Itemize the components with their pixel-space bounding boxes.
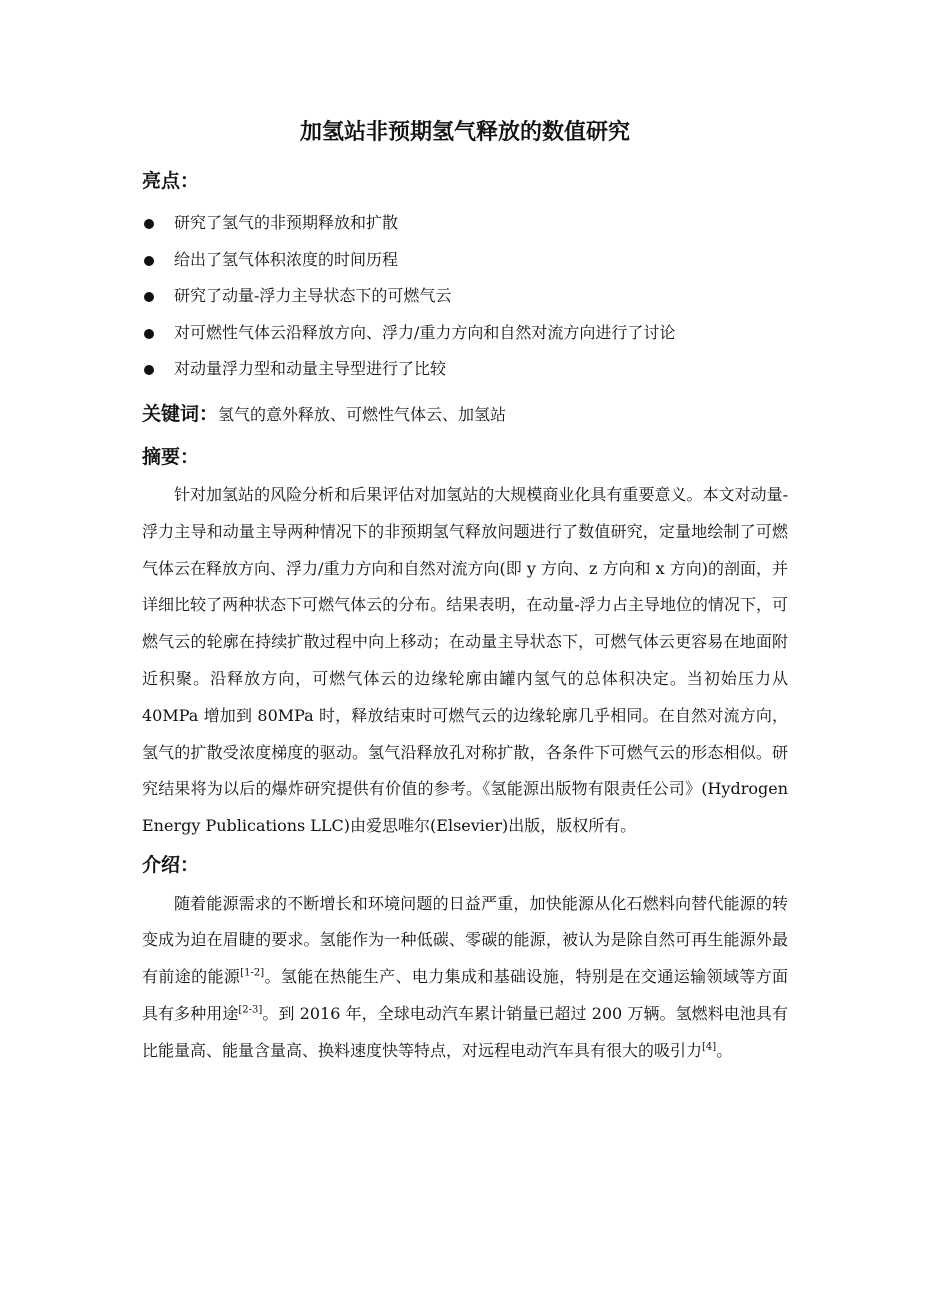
introduction-heading: 介绍： <box>142 854 200 877</box>
intro-text-part: 。氢能在热能生产、电力集成和基础设施，特别是在交通运输领域等方面具有多种用途 <box>142 967 788 1023</box>
keywords-value: 氢气的意外释放、可燃性气体云、加氢站 <box>218 404 507 424</box>
highlight-text: 研究了氢气的非预期释放和扩散 <box>174 213 399 233</box>
highlight-text: 对动量浮力型和动量主导型进行了比较 <box>174 359 447 379</box>
citation: [4] <box>702 1041 717 1053</box>
highlight-text: 给出了氢气体积浓度的时间历程 <box>174 249 399 269</box>
paper-page <box>142 118 788 1076</box>
citation: [1-2] <box>240 967 265 979</box>
abstract-text: 针对加氢站的风险分析和后果评估对加氢站的大规模商业化具有重要意义。本文对动量-浮力主导和动量主导两种情况下的非预期氢气释放问题进行了数值研究，定量地绘制了可燃气体云在释放方向、浮力/重力方向和自然对流方向(即 y 方向、z 方向和 x 方向)的剖面，并详细比较了两种状态下可燃气体云的分布。结果表明，在动量-浮力占主导地位的情况下，可燃气云的轮廓在持续扩散过程中向上移动；在动量主导状态下，可燃气体云更容易在地面附近积聚。沿释放方向，可燃气体云的边缘轮廓由罐内氢气的总体积决定。当初始压力从 40MPa 增加到 80MPa 时，释放结束时可燃气云的边缘轮廓几乎相同。在自然对流方向，氢气的扩散受浓度梯度的驱动。氢气沿释放孔对称扩散，各条件下可燃气云的形态相似。研究结果将为以后的爆炸研究提供有价值的参考。《氢能源出版物有限责任公司》(Hydrogen Energy Publications LLC)由爱思唯尔(Elsevier)出版，版权所有。 <box>142 485 788 836</box>
highlight-item <box>142 315 788 352</box>
highlights-list <box>142 205 788 388</box>
highlight-text: 研究了动量-浮力主导状态下的可燃气云 <box>174 286 452 306</box>
bullet-dot-icon <box>144 219 154 229</box>
intro-text-part: 随着能源需求的不断增长和环境问题的日益严重，加快能源从化石燃料向替代能源的转变成为迫在眉睫的要求。氢能作为一种低碳、零碳的能源，被认为是除自然可再生能源外最有前途的能源 <box>142 893 788 987</box>
intro-text-part: 。 <box>716 1040 733 1060</box>
highlights-heading: 亮点： <box>142 169 200 192</box>
bullet-dot-icon <box>144 329 154 339</box>
highlight-text: 对可燃性气体云沿释放方向、浮力/重力方向和自然对流方向进行了讨论 <box>174 322 676 342</box>
bullet-dot-icon <box>144 256 154 266</box>
introduction-text <box>142 886 788 1070</box>
intro-text-part: 。到 2016 年，全球电动汽车累计销量已超过 200 万辆。氢燃料电池具有比能量高、能量含量高、换料速度快等特点，对远程电动汽车具有很大的吸引力 <box>142 1003 788 1060</box>
paper-title: 加氢站非预期氢气释放的数值研究 <box>299 119 630 145</box>
abstract-heading: 摘要： <box>142 445 200 468</box>
keywords-label: 关键词： <box>142 402 219 425</box>
bullet-dot-icon <box>144 292 154 302</box>
highlight-item <box>142 351 788 388</box>
citation: [2-3] <box>238 1004 263 1016</box>
highlight-item <box>142 205 788 242</box>
highlight-item <box>142 242 788 279</box>
highlight-item <box>142 278 788 315</box>
keywords <box>142 398 788 431</box>
bullet-dot-icon <box>144 365 154 375</box>
